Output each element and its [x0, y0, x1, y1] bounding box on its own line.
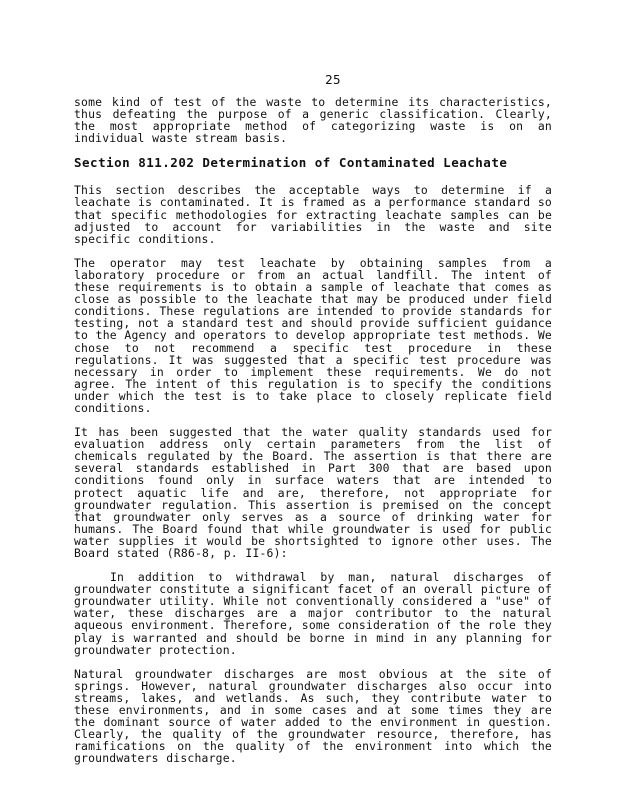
paragraph-water-quality-standards: It has been suggested that the water quality standards used for evaluation address only certain parameters from the list of chemicals regulated by the Board. The assertion is that there are several standards established in Part 300 that are based upon conditions found only in surface waters that are intended to protect aquatic life and are, therefore, not appropriate for groundwater regulation. This assertion is premised on the concept that groundwater only serves as a source of drinking water for humans. The Board found that while groundwater is used for public water supplies it would be shortsighted to ignore other uses. The Board stated (R86-8, p. II-6): [74, 425, 552, 560]
quoted-board-statement: In addition to withdrawal by man, natural discharges of groundwater constitute a significant facet of an overall picture of groundwater utility. While not conventionally considered a "use" of water, these discharges are a major contributor to the natural aqueous environment. Therefore, some consideration of the role they play is warranted and should be borne in mind in any planning for groundwater protection. [74, 570, 552, 657]
paragraph-operator-testing: The operator may test leachate by obtaining samples from a laboratory procedure or from an actual landfill. The intent of these requirements is to obtain a sample of leachate that comes as close as possible to the leachate that may be produced under field conditions. These regulations are intended to provide standards for testing, not a standard test and should provide sufficient guidance to the Agency and operators to develop appropriate test methods. We chose to not recommend a specific test procedure in these regulations. It was suggested that a specific test procedure was necessary in order to implement these requirements. We do not agree. The intent of this regulation is to specify the conditions under which the test is to take place to closely replicate field conditions. [74, 255, 552, 415]
paragraph-section-description: This section describes the acceptable ways to determine if a leachate is contaminated. It is framed as a performance standard so that specific methodologies for extracting leachate samples can be adjusted to account for variabilities in the waste and site specific conditions. [74, 183, 552, 246]
section-heading: Section 811.202 Determination of Contaminated Leachate [74, 155, 508, 171]
paragraph-natural-discharges: Natural groundwater discharges are most obvious at the site of springs. However, natural groundwater discharges also occur into streams, lakes, and wetlands. As such, they contribute water to these environments, and in some cases and at some times they are the dominant source of water added to the environment in question. Clearly, the quality of the groundwater resource, therefore, has ramifications on the quality of the environment into which the groundwaters discharge. [74, 666, 552, 766]
page-content [74, 96, 552, 777]
paragraph-intro-continuation: some kind of test of the waste to determine its characteristics, thus defeating the purpose of a generic classification. Clearly, the most appropriate method of categorizing waste is on an individual waste stream basis. [74, 95, 552, 146]
page-number: 25 [325, 72, 341, 87]
